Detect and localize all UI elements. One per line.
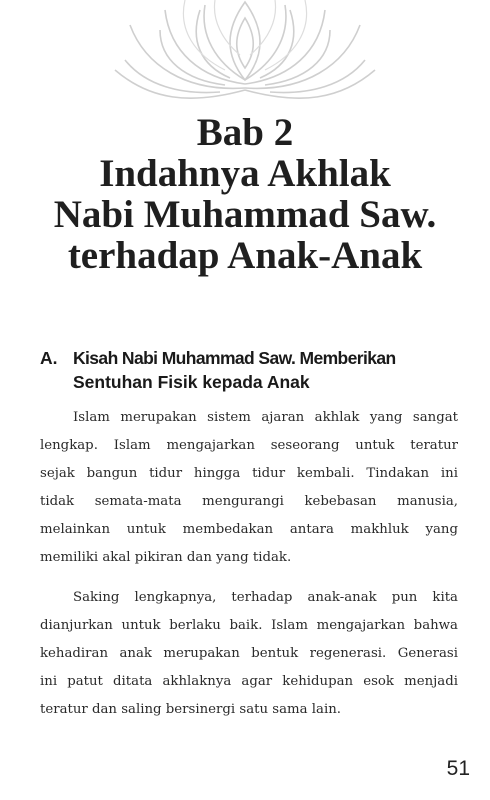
text-line: tidak semata-mata mengurangi kebebasan manusia, — [40, 494, 458, 509]
section-heading-line: Kisah Nabi Muhammad Saw. Memberikan — [73, 348, 396, 368]
text-line: dianjurkan untuk berlaku baik. Islam mengajarkan bahwa — [40, 618, 458, 633]
text-line: lengkap. Islam mengajarkan seseorang untuk teratur — [40, 438, 458, 453]
section-letter: A. — [40, 348, 58, 368]
chapter-title-line: terhadap Anak-Anak — [67, 234, 423, 277]
paragraph — [40, 404, 458, 572]
text-line: melainkan untuk membedakan antara makhluk yang — [40, 522, 458, 537]
text-line: Islam merupakan sistem ajaran akhlak yang sangat — [73, 410, 458, 425]
page-number: 51 — [446, 757, 470, 780]
text-line: ini patut ditata akhlaknya agar kehidupan esok menjadi — [40, 674, 458, 689]
chapter-title-line: Nabi Muhammad Saw. — [53, 193, 437, 236]
section-heading-line: Sentuhan Fisik kepada Anak — [73, 372, 310, 392]
body-text — [40, 404, 458, 736]
chapter-title-line: Indahnya Akhlak — [99, 152, 391, 195]
paragraph — [40, 584, 458, 724]
section-heading — [40, 346, 470, 394]
chapter-number: Bab 2 — [196, 111, 294, 154]
text-line: memiliki akal pikiran dan yang tidak. — [40, 550, 292, 565]
text-line: kehadiran anak merupakan bentuk regenerasi. Generasi — [40, 646, 458, 661]
text-line: Saking lengkapnya, terhadap anak-anak pun kita — [73, 590, 458, 605]
chapter-title — [0, 112, 490, 276]
text-line: sejak bangun tidur hingga tidur kembali. Tindakan ini — [40, 466, 458, 481]
text-line: teratur dan saling bersinergi satu sama lain. — [40, 702, 341, 717]
floral-ornament — [0, 0, 490, 110]
